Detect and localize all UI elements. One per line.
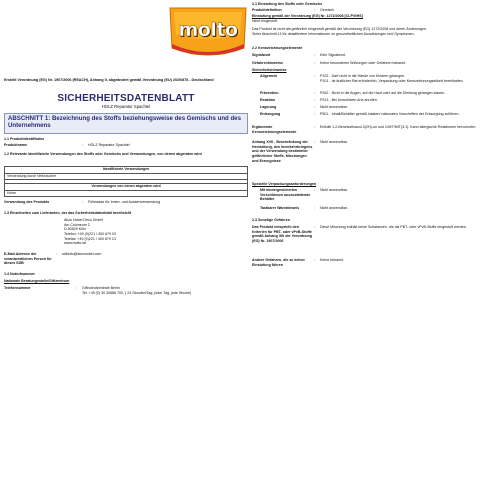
- subsection-1-1-title: 1.1 Produktidentifikator: [4, 137, 45, 141]
- national-advice-heading: Nationale Beratungsstelle/Giftzentrum: [4, 279, 70, 283]
- telefon-line-2[interactable]: Tel: +49 (0) 30 30686 700, ( 24 Stunden/Tag, jeder Tag, jede Woche): [82, 290, 192, 295]
- email-label: E-Mail-Adresse der verantwortlichen Person für dieses SDB: [4, 252, 52, 266]
- entsorgung-label: Entsorgung: [260, 112, 281, 116]
- subsection-1-2-title: 1.2 Relevante identifizierte Verwendungen des Stoffs oder Gemischs und Verwendungen, von denen abgeraten wird: [4, 152, 202, 156]
- lagerung-value: Nicht anwendbar.: [320, 105, 348, 109]
- colon: :: [82, 143, 83, 147]
- colon: :: [314, 225, 315, 229]
- tastbar-row: [252, 206, 496, 211]
- uses-table: [4, 166, 248, 197]
- colon: :: [314, 112, 315, 116]
- allgemein-row: [252, 74, 496, 83]
- tastbar-label: Tastbarer Warnhinweis: [260, 206, 300, 210]
- praevention-label: Prävention: [260, 91, 279, 95]
- colon: :: [314, 188, 315, 192]
- uses-header-advised-against: Verwendungen von denen abgeraten wird: [5, 184, 248, 191]
- colon: :: [314, 74, 315, 78]
- subsection-2-1-title: 2.1 Einstufung des Stoffs oder Gemischs: [252, 2, 323, 6]
- produktdef-row: [252, 8, 496, 13]
- allgemein-line-2: P101 - Ist ärztlicher Rat erforderlich, Verpackung oder Kennzeichnungsetikett bereithalten.: [320, 78, 464, 83]
- spezielle-verpackung-heading: Spezielle Verpackungsanforderungen: [252, 182, 317, 186]
- molto-logo: [166, 4, 250, 58]
- colon: :: [314, 206, 315, 210]
- logo-wordmark: molto: [178, 19, 238, 41]
- supplier-address: [64, 218, 244, 246]
- uses-row-advised-against: Keine: [5, 190, 248, 197]
- kindergesichert-value: Nicht anwendbar.: [320, 188, 348, 192]
- kindergesichert-label: Mit kindergesicherten Verschlüssen auszustattende Behälter: [260, 188, 311, 202]
- colon: :: [314, 258, 315, 262]
- reaktion-row: [252, 98, 496, 103]
- verwendung-label: Verwendung des Produkts: [4, 200, 50, 204]
- colon: :: [314, 91, 315, 95]
- andere-gefahren-label: Andere Gefahren, die zu keiner Einstufung führen: [252, 258, 305, 267]
- signal-label: Signalwort: [252, 53, 271, 57]
- gefahr-row: [252, 61, 496, 66]
- subsection-1-4-title: 1.4 Notrufnummer: [4, 272, 35, 276]
- uses-header-identified: Identifizierte Verwendungen: [5, 167, 248, 174]
- ergaenzende-value: Enthält 1,2-Benzisothiazol-3(2H)-on und CMIT/MIT(3:1). Kann allergische Reaktionen hervorrufen.: [320, 125, 477, 129]
- signal-value: Kein Signalwort.: [320, 53, 346, 57]
- lagerung-row: [252, 105, 496, 110]
- colon: :: [314, 140, 315, 144]
- colon: :: [76, 286, 77, 290]
- supplier-line: Telefon: +49 (0)221 / 400 679 03: [64, 232, 117, 237]
- produktname-value: HOLZ Reparatur Spachtel: [88, 143, 130, 147]
- telefon-label: Telefonnummer: [4, 286, 31, 290]
- subsection-1-3-title: 1.3 Einzelheiten zum Lieferanten, der das Sicherheitsdatenblatt bereitstellt: [4, 211, 132, 215]
- reaktion-value: P313 - Bei Unwohlsein Arzt anrufen.: [320, 98, 378, 102]
- anhang-xvii-label: Anhang XVII - Beschränkung der Herstellung, des Inverkehrbringens und der Verwendung bestimmter gefährlicher Stoffe, Mischungen und Erzeugnisse: [252, 140, 313, 163]
- verwendung-row: [4, 200, 248, 205]
- allgemein-label: Allgemein: [260, 74, 278, 78]
- supplier-line: D-50829 Köln: [64, 227, 86, 232]
- uses-row-identified: Verwendung durch Verbraucher: [5, 173, 248, 180]
- anhang-xvii-row: [252, 140, 496, 163]
- colon: :: [314, 8, 315, 12]
- telefon-line-1: Giftnotrufzentrale Berlin: [82, 286, 120, 290]
- clp-value: Nicht eingestuft.: [252, 19, 278, 23]
- document-title: SICHERHEITSDATENBLATT: [57, 93, 195, 104]
- email-value[interactable]: sdbinfo@akzonobel.com: [62, 252, 102, 256]
- ergaenzende-row: [252, 125, 496, 134]
- regulation-line: Erstellt Verordnung (EG) Nr. 1907/2006 (REACH), Anhang II, abgeändert gemäß Verordnung (EU) 2020/878 - Deutschland: [4, 78, 214, 82]
- subsection-2-2-title: 2.2 Kennzeichnungselemente: [252, 46, 303, 50]
- allgemein-line-1: P102 - Darf nicht in die Hände von Kindern gelangen.: [320, 74, 406, 78]
- produktdef-label: Produktdefinition: [252, 8, 282, 12]
- supplier-line: Akzo Nobel Deco GmbH: [64, 218, 104, 222]
- kindergesichert-row: [252, 188, 496, 202]
- colon: :: [314, 105, 315, 109]
- clp-heading: Einstufung gemäß der Verordnung (EG) Nr. 1272/2008 [CLP/GHS]: [252, 14, 363, 18]
- right-column: [252, 0, 496, 500]
- pbt-value: Diese Mischung enthält keine Substanzen, die als PBT- oder vPvB-Stoffe eingestuft werden.: [320, 225, 467, 229]
- supplier-line: Telefax: +49 (0)221 / 400 679 13: [64, 236, 116, 241]
- andere-gefahren-row: [252, 258, 496, 267]
- email-row: [4, 252, 248, 266]
- verwendung-value: Füllmasse für Innen- und Aussenverwendung: [88, 200, 161, 204]
- gefahr-label: Gefahrenhinweise: [252, 61, 283, 65]
- anhang-xvii-value: Nicht anwendbar.: [320, 140, 348, 144]
- praevention-row: [252, 91, 496, 96]
- entsorgung-row: [252, 112, 496, 117]
- telefon-row: [4, 286, 248, 295]
- sicherheitshinweise-heading: Sicherheitshinweise: [252, 68, 287, 72]
- produktname-row: [4, 143, 248, 148]
- ergaenzende-label: Ergänzende Kennzeichnungselemente: [252, 125, 297, 134]
- telefon-value: [82, 286, 248, 295]
- tastbar-value: Nicht anwendbar.: [320, 206, 348, 210]
- andere-gefahren-value: Keine bekannt.: [320, 258, 344, 262]
- colon: :: [56, 252, 57, 256]
- praevention-value: P262 - Nicht in die Augen, auf die Haut oder auf die Kleidung gelangen lassen.: [320, 91, 446, 95]
- subsection-2-3-title: 2.3 Sonstige Gefahren: [252, 218, 290, 222]
- produktname-label: Produktname: [4, 143, 27, 147]
- entsorgung-value: P501 - Inhalt/Behälter gemäß lokalen/ nationalen Vorschriften der Entsorgung zuführen.: [320, 112, 460, 116]
- colon: :: [314, 61, 315, 65]
- allgemein-value: [320, 74, 496, 83]
- colon: :: [82, 200, 83, 204]
- colon: :: [314, 125, 315, 129]
- section-1-heading: ABSCHNITT 1: Bezeichnung des Stoffs beziehungsweise des Gemischs und des Unternehmens: [4, 113, 248, 134]
- gefahr-value: Keine besonderen Wirkungen oder Gefahren bekannt.: [320, 61, 407, 65]
- supplier-line: Am Coloneum 2: [64, 222, 90, 227]
- signal-row: [252, 53, 496, 58]
- left-column: [4, 0, 248, 500]
- reaktion-label: Reaktion: [260, 98, 276, 102]
- clp-note-2: Siehe Abschnitt 11 für detailliertere Informationen zu gesundheitlichen Auswirkungen und Symptomen.: [252, 32, 415, 36]
- colon: :: [314, 53, 315, 57]
- colon: :: [314, 98, 315, 102]
- pbt-row: [252, 225, 496, 244]
- product-subtitle: HOLZ Reparatur Spachtel: [101, 104, 151, 109]
- supplier-line: www.molto.de: [64, 241, 87, 246]
- clp-note: Das Produkt ist nicht als gefährlich eingestuft gemäß der Verordnung (EG) 1272/2008 und deren Änderungen.: [252, 27, 428, 31]
- produktdef-value: Gemisch: [320, 8, 335, 12]
- lagerung-label: Lagerung: [260, 105, 277, 109]
- pbt-label: Das Produkt entspricht den Kriterien für PBT- oder vPvB-Stoffe gemäß Anhang XIII der Verordnung (EG) Nr. 1907/2006: [252, 225, 312, 244]
